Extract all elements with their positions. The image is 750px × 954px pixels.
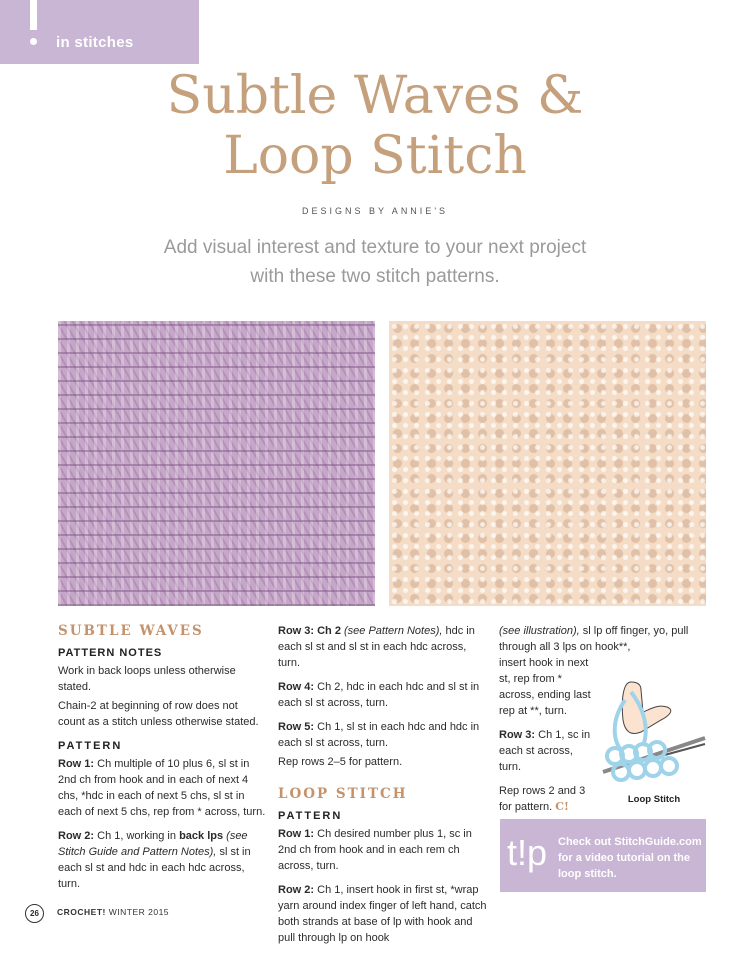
subtle-waves-heading: SUBTLE WAVES xyxy=(58,623,204,639)
row-5-label: Row 5: xyxy=(278,721,315,733)
footer-issue: WINTER 2015 xyxy=(108,907,170,917)
loop-stitch-pattern-heading: PATTERN xyxy=(278,810,343,822)
loop-stitch-row-2-start xyxy=(278,882,488,946)
subtle-waves-row-5 xyxy=(278,719,488,751)
loop-row-1-label: Row 1: xyxy=(278,828,315,840)
pattern-note-1: Work in back loops unless otherwise stated. xyxy=(58,665,236,693)
loop-row-1-text: Ch desired number plus 1, sc in 2nd ch from hook and in each rem ch across, turn. xyxy=(278,828,472,872)
subtle-waves-row-2 xyxy=(58,828,266,892)
subtle-waves-row-1 xyxy=(58,756,266,820)
loop-stitch-row-2-cont xyxy=(499,623,709,655)
row-2-text-b: sl st in each sl st and hdc in each hdc across, turn. xyxy=(58,846,251,890)
subtle-waves-row-4 xyxy=(278,679,488,711)
exclamation-dot-icon xyxy=(30,38,37,45)
loop-repeat-text: Rep rows 2 and 3 for pattern. xyxy=(499,785,586,813)
row-2-text-a: Ch 1, working in xyxy=(97,830,176,842)
tip-logo-text: t!p xyxy=(507,832,548,873)
loop-row-2-italic: (see illustration), xyxy=(499,625,580,637)
loop-stitch-repeat xyxy=(499,783,594,815)
section-tab-label: in stitches xyxy=(56,34,134,51)
tip-logo-icon xyxy=(507,829,553,874)
page-title xyxy=(0,66,750,186)
pattern-note-2: Chain-2 at beginning of row does not count as a stitch unless otherwise stated. xyxy=(58,700,259,728)
exclamation-icon xyxy=(30,0,37,30)
row-5-text: Ch 1, sl st in each hdc and hdc in each sl st across, turn. xyxy=(278,721,480,749)
subtle-waves-repeat: Rep rows 2–5 for pattern. xyxy=(278,756,403,768)
page-title-line1: Subtle Waves & xyxy=(166,66,584,126)
loop-stitch-row-3 xyxy=(499,727,594,775)
subtle-waves-row-3 xyxy=(278,623,488,671)
row-2-italic: (see Stitch Guide and Pattern Notes), xyxy=(58,830,248,858)
row-1-label: Row 1: xyxy=(58,758,95,770)
row-3-italic: (see Pattern Notes), xyxy=(344,625,443,637)
row-4-label: Row 4: xyxy=(278,681,315,693)
illustration-caption: Loop Stitch xyxy=(627,794,681,805)
row-1-text: Ch multiple of 10 plus 6, sl st in 2nd ch from hook and in each of next 4 chs, *hdc in each of next 5 chs, sl st in each of next 5 chs, rep from * across, turn. xyxy=(58,758,266,818)
subtitle xyxy=(0,233,750,291)
loop-stitch-illustration xyxy=(601,680,707,784)
loop-row-3-text: Ch 1, sc in each st across, turn. xyxy=(499,729,591,773)
footer-brand: CROCHET! xyxy=(57,907,106,917)
loop-stitch-row-2-end: insert hook in next st, rep from * across, ending last rep at **, turn. xyxy=(499,657,591,717)
subtitle-line1: Add visual interest and texture to your next project xyxy=(163,237,587,258)
footer-text xyxy=(57,907,169,917)
tip-text: Check out StitchGuide.com for a video tutorial on the loop stitch. xyxy=(558,836,702,880)
row-4-text: Ch 2, hdc in each hdc and sl st in each sl st across, turn. xyxy=(278,681,480,709)
row-3-text: hdc in each sl st and sl st in each hdc across, turn. xyxy=(278,625,475,669)
loop-row-3-label: Row 3: xyxy=(499,729,536,741)
section-tab xyxy=(0,0,199,64)
page-number: 26 xyxy=(25,904,44,923)
loop-row-2-text-a: Ch 1, insert hook in first st, *wrap yarn around index finger of left hand, catch both strands at base of lp with hook and pull through lp on hook xyxy=(278,884,487,944)
row-2-bold: back lps xyxy=(179,830,224,842)
row-3-label: Row 3: Ch 2 xyxy=(278,625,341,637)
loop-row-2-label: Row 2: xyxy=(278,884,315,896)
pattern-notes-heading: PATTERN NOTES xyxy=(58,647,163,659)
loop-row-2-text-b: sl lp off finger, yo, pull through all 3 lps on hook**, xyxy=(499,625,689,653)
byline: DESIGNS BY ANNIE'S xyxy=(301,206,449,216)
column-1 xyxy=(58,623,266,900)
subtitle-line2: with these two stitch patterns. xyxy=(250,266,500,287)
loop-stitch-swatch-photo xyxy=(389,321,706,606)
loop-stitch-heading: LOOP STITCH xyxy=(278,786,408,802)
subtle-waves-pattern-heading: PATTERN xyxy=(58,740,123,752)
column-2 xyxy=(278,623,488,954)
page-title-line2: Loop Stitch xyxy=(223,126,527,186)
subtle-waves-swatch-photo xyxy=(58,321,375,606)
end-mark: C! xyxy=(555,800,569,813)
loop-stitch-row-1 xyxy=(278,826,488,874)
row-2-label: Row 2: xyxy=(58,830,95,842)
